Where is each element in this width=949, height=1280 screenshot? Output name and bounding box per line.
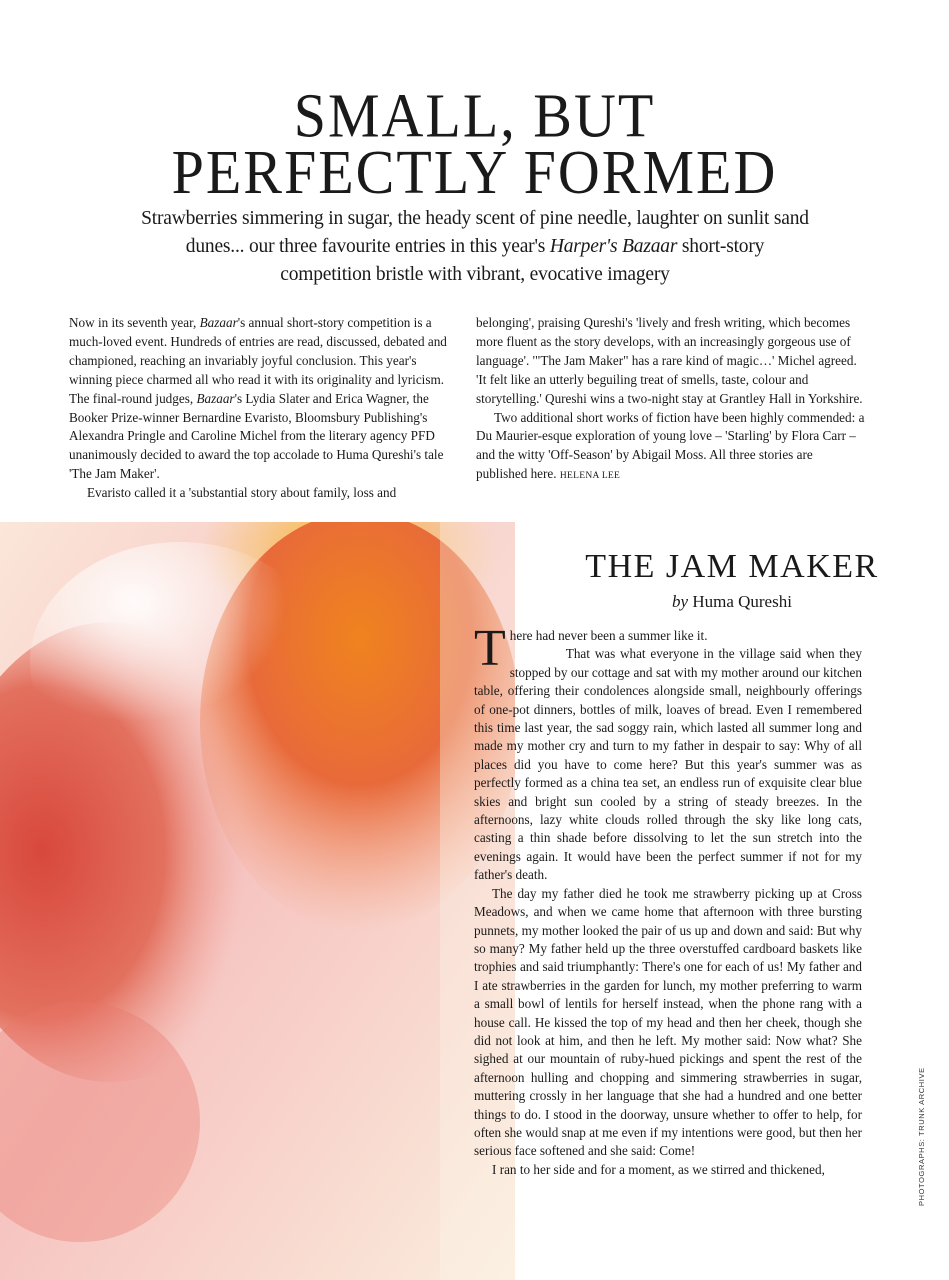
- drop-cap: T: [474, 620, 506, 677]
- standfirst-magazine-name: Harper's Bazaar: [549, 236, 678, 257]
- intro-p3-text: Two additional short works of fiction have been highly commended: a Du Maurier-esque exploration of young love – 'Starling' by Flora Carr – and the witty 'Off-Season' by Abigail Moss. All three stories are published here.: [476, 409, 865, 482]
- photo-credit: PHOTOGRAPHS: TRUNK ARCHIVE: [917, 1067, 926, 1206]
- headline-line-1: SMALL, BUT: [293, 80, 656, 151]
- story-title: THE JAM MAKER: [585, 548, 879, 585]
- story-paragraph-3: The day my father died he took me strawberry picking up at Cross Meadows, and when we came home that afternoon with three bursting punnets, my mother looked the pair of us up and down and said: But why so many? My father held up the three overstuffed cardboard baskets like trophies and said triumphantly: There's one for each of us! My father and I ate strawberries in the garden for lunch, my mother preferring to warm a small bowl of lentils for herself instead, when the phone rang with a house call. He kissed the top of my head and then her cheek, though she did not look at him, and then he left. My mother said: Now what? She sighed at our mountain of ruby-hued pickings and spent the rest of the afternoon hulling and chopping and simmering strawberries in sugar, muttering crossly in her language that she had a hundred and one better things to do. I stood in the doorway, unsure whether to offer to help, for often she would snap at me even if my intentions were good, but then her serious face softened and she said: Come!: [474, 885, 862, 1159]
- story-paragraph-1: [474, 620, 862, 677]
- standfirst-text-1: Strawberries simmering in sugar, the heady scent of pine needle, laughter on sunlit sand dunes... our three favourite entries in this year's: [141, 208, 809, 257]
- story-paragraph-4: I ran to her side and for a moment, as we stirred and thickened,: [492, 1161, 825, 1177]
- intro-column-right: [476, 314, 866, 486]
- story-author: [515, 592, 949, 612]
- intro-paragraph-2: Evaristo called it a 'substantial story about family, loss and: [87, 485, 397, 501]
- intro-p1-part-b: Bazaar: [199, 315, 238, 330]
- standfirst: [140, 205, 810, 289]
- standfirst-text-2: short-story competition bristle with vibrant, evocative imagery: [280, 236, 765, 285]
- intro-p1-part-c: 's annual short-story competition is a much-loved event. Hundreds of entries are read, discussed, debated and championed, reaching an invariably joyful conclusion. This year's winning piece charmed all who read it with its originality and lyricism. The final-round judges,: [69, 315, 447, 406]
- intro-column-left: [69, 314, 459, 503]
- story-by: by: [672, 592, 689, 611]
- intro-p1-part-a: Now in its seventh year,: [69, 315, 200, 330]
- intro-p1-part-d: Bazaar: [196, 390, 235, 406]
- intro-paragraph-3: [476, 409, 866, 487]
- byline: HELENA LEE: [559, 471, 621, 482]
- story-p1-text: here had never been a summer like it.: [509, 628, 708, 643]
- story-author-name: Huma Qureshi: [692, 592, 792, 611]
- tree-photograph: [0, 522, 515, 1280]
- headline-line-2: PERFECTLY FORMED: [171, 136, 778, 207]
- intro-paragraph-2-continued: belonging', praising Qureshi's 'lively and fresh writing, which becomes more fluent as the story develops, with an increasingly gorgeous use of language'. '"The Jam Maker" has a rare kind of magic…' Michel agreed. 'It felt like an utterly beguiling treat of smells, taste, colour and storytelling.' Qureshi wins a two-night stay at Grantley Hall in Yorkshire.: [476, 315, 863, 406]
- story-paragraph-2: That was what everyone in the village said when they stopped by our cottage and sat with my mother around our kitchen table, offering their condolences alongside small, neighbourly offerings of one-pot dinners, bottles of milk, loaves of bread. Even I remembered this time last year, the sad soggy rain, which lasted all summer long and made my mother cry and turn to my father in despair to say: Why of all places did you have to come here? But this year's summer was as perfectly formed as a china tea set, an endless run of exquisite clear blue skies and bright sun cooled by a string of steady breezes. In the afternoons, lazy white clouds rolled through the sky like long cats, casting a thin shade before dissolving to let the sun stretch into the evenings again. It would have been the perfect summer if not for my father's death.: [474, 646, 862, 883]
- intro-paragraph-1: [69, 314, 459, 484]
- story-body: [474, 620, 862, 1179]
- intro-p1-part-e: 's Lydia Slater and Erica Wagner, the Booker Prize-winner Bernardine Evaristo, Bloomsbury Publishing's Alexandra Pringle and Caroline Michel from the literary agency PFD unanimously decided to award the top accolade to Huma Qureshi's tale 'The Jam Maker'.: [69, 390, 444, 482]
- headline: [0, 80, 949, 207]
